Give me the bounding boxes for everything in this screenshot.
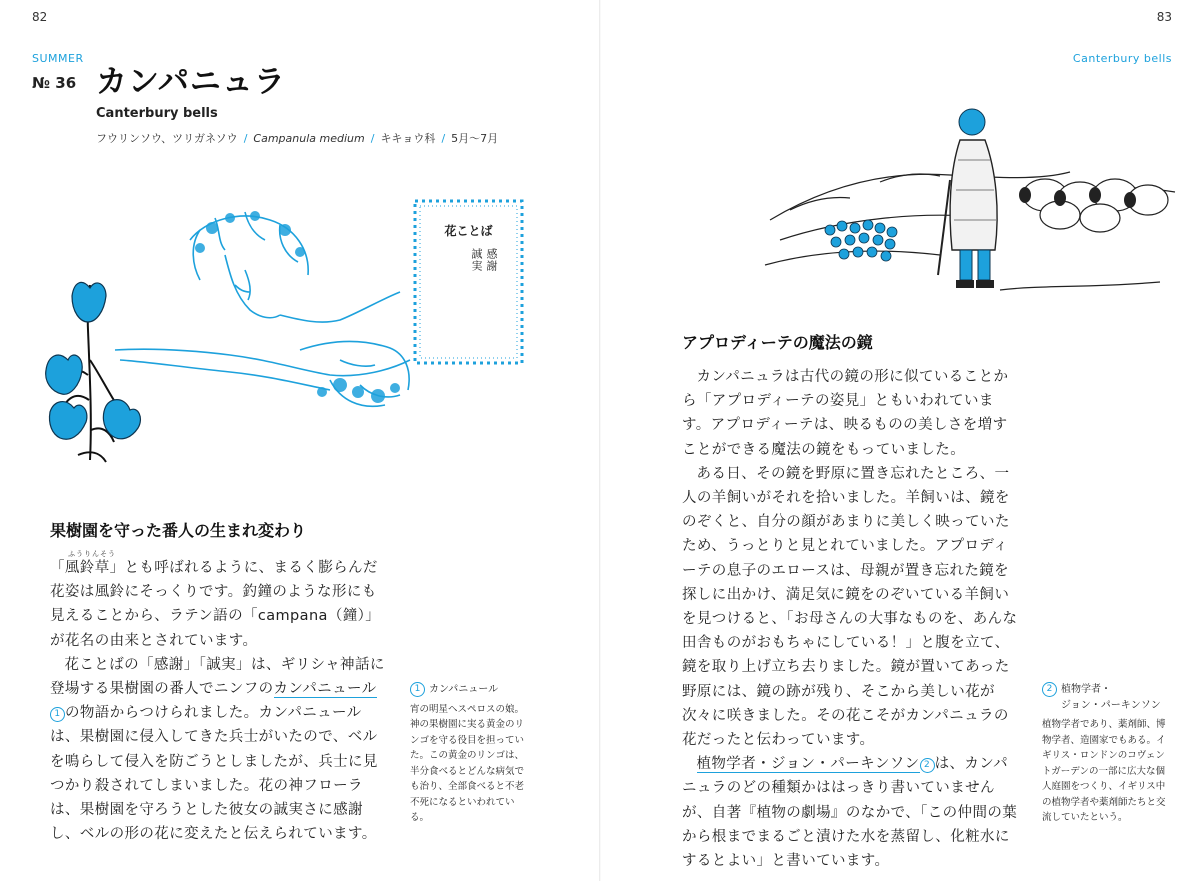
flower-meta <box>96 130 498 146</box>
note-title: 植物学者・ ジョン・パーキンソン <box>1061 684 1161 711</box>
paragraph-text: の物語からつけられました。カンパニュールは、果樹園に侵入してきた兵士がいたので、ベルを鳴らして侵入を防ごうとしましたが、兵士に見つかり殺されてしまいました。花の神フローラは、果樹園を守ろうとした彼女の誠実さに感謝し、ベルの形の花に変えたと伝えられています。 <box>50 705 378 843</box>
flower-words-inner <box>424 210 513 354</box>
nymph-figure-art <box>115 212 410 406</box>
season-label: SUMMER <box>32 52 84 65</box>
flower-word: 誠実 <box>470 248 483 272</box>
flower-words-box <box>410 196 527 368</box>
note-ref-2: 2 <box>920 758 935 773</box>
paragraph-text: 花ことばの「感謝」「誠実」は、ギリシャ神話に登場する果樹園の番人でニンフの <box>50 656 385 698</box>
right-page <box>600 0 1200 881</box>
quote-open: 「 <box>50 560 65 576</box>
family-name: キキョウ科 <box>380 132 436 145</box>
term-parkinson: 植物学者・ジョン・パーキンソン <box>696 756 920 773</box>
shepherd-sheep-illustration <box>760 100 1180 310</box>
meta-separator: / <box>441 132 446 145</box>
english-name: Canterbury bells <box>96 106 218 121</box>
note-title: カンパニュール <box>429 684 499 695</box>
nymph-bellflower-illustration <box>40 200 435 475</box>
flower-patch-art <box>825 220 897 261</box>
paragraph-right-3 <box>682 752 1020 873</box>
side-note-2 <box>1042 682 1168 826</box>
scientific-name: Campanula medium <box>253 132 365 145</box>
flower-word: 感謝 <box>485 248 498 272</box>
flower-words-title: 花ことば <box>444 224 493 238</box>
note-head <box>1042 682 1168 713</box>
flower-words-list <box>470 248 497 272</box>
bloom-period: 5月〜7月 <box>451 132 499 145</box>
note-number: 1 <box>410 682 425 697</box>
section-heading-right: アプロディーテの魔法の鏡 <box>682 333 873 352</box>
sheep-flock-art <box>1023 179 1168 232</box>
term-campanule: カンパニュール <box>273 681 377 698</box>
meta-separator: / <box>243 132 248 145</box>
ruby-furigana: ふうりんそう <box>68 550 116 558</box>
note-number: 2 <box>1042 682 1057 697</box>
side-note-1 <box>410 682 532 826</box>
note-head <box>410 682 532 698</box>
page-title: カンパニュラ <box>96 64 286 100</box>
paragraph-text: は、カンパニュラのどの種類かははっきり書いていませんが、自著『植物の劇場』のなかで、「この仲間の葉から根までまるごと漬けた水を蒸留し、化粧水にするとよい」と書いています。 <box>682 756 1018 870</box>
shepherd-figure-art <box>938 109 997 288</box>
ruby-base: 風鈴草 <box>64 560 110 576</box>
body-text-left <box>50 556 388 846</box>
japanese-names: フウリンソウ、ツリガネソウ <box>96 132 238 145</box>
paragraph-text: 」とも呼ばれるように、まるく膨らんだ花姿は風鈴にそっくりです。釣鐘のような形にも見えることから、ラテン語の「campana（鐘）」が花名の由来とされています。 <box>50 560 381 649</box>
body-text-right <box>682 365 1020 873</box>
entry-number: № 36 <box>32 74 77 92</box>
meta-separator: / <box>370 132 375 145</box>
page-number-left: 82 <box>32 10 48 24</box>
note-text: 宵の明星ヘスペロスの娘。神の果樹園に実る黄金のリンゴを守る役目を担っていた。この黄金のリンゴは、半分食べるとどんな病気でも治り、全部食べると不老不死になるといわれている。 <box>410 703 525 823</box>
paragraph-left-1 <box>50 556 388 653</box>
english-running-head: Canterbury bells <box>1072 52 1172 65</box>
page-number-right: 83 <box>1156 10 1172 24</box>
paragraph-right-2: ある日、その鏡を野原に置き忘れたところ、一人の羊飼いがそれを拾いました。羊飼いは、鏡をのぞくと、自分の顔があまりに美しく映っていたため、うっとりと見とれていました。アプロディーテの息子のエロースは、母親が置き忘れた鏡を探しに出かけ、満足気に鏡をのぞいている羊飼いを見つけると、「お母さんの大事なものを、あんな田舎ものがおもちゃにしている！」と腹を立て、鏡を取り上げ立ち去りました。鏡が置いてあった野原には、鏡の跡が残り、そこから美しい花が次々に咲きました。その花こそがカンパニュラの花だったと伝わっています。 <box>682 465 1018 749</box>
paragraph-right-1: カンパニュラは古代の鏡の形に似ていることから「アプロディーテの姿見」ともいわれています。アプロディーテは、映るものの美しさを増すことができる魔法の鏡をもっていました。 <box>682 369 1009 458</box>
section-heading-left: 果樹園を守った番人の生まれ変わり <box>50 521 307 540</box>
note-text: 植物学者であり、薬剤師、博物学者、造園家でもある。イギリス・ロンドンのコヴェントガーデンの一部に広大な個人庭園をつくり、イギリス中の植物学者や薬剤師たちと交流していたという。 <box>1042 719 1166 823</box>
note-ref-1: 1 <box>50 707 65 722</box>
paragraph-left-2 <box>50 653 388 847</box>
